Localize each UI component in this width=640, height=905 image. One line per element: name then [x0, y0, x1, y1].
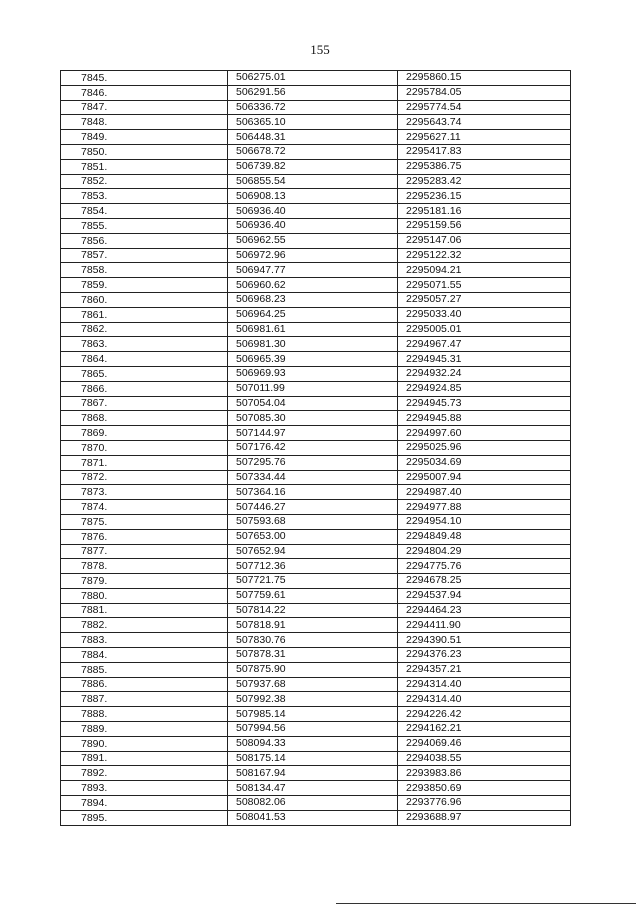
table-row: [61, 736, 571, 751]
northing-cell: 2295034.69: [398, 455, 571, 470]
easting-cell: 506969.93: [228, 366, 398, 381]
easting-cell: 507652.94: [228, 544, 398, 559]
point-number-cell: 7872.: [61, 470, 228, 485]
table-row: [61, 574, 571, 589]
table-row: [61, 278, 571, 293]
northing-cell: 2293850.69: [398, 781, 571, 796]
point-number-cell: 7888.: [61, 707, 228, 722]
northing-cell: 2295774.54: [398, 100, 571, 115]
northing-cell: 2294069.46: [398, 736, 571, 751]
easting-cell: 507878.31: [228, 648, 398, 663]
easting-cell: 507937.68: [228, 677, 398, 692]
easting-cell: 507593.68: [228, 514, 398, 529]
northing-cell: 2293776.96: [398, 796, 571, 811]
northing-cell: 2295057.27: [398, 292, 571, 307]
northing-cell: 2294945.73: [398, 396, 571, 411]
table-row: [61, 529, 571, 544]
point-number-cell: 7866.: [61, 381, 228, 396]
point-number-cell: 7860.: [61, 292, 228, 307]
table-row: [61, 618, 571, 633]
easting-cell: 507085.30: [228, 411, 398, 426]
point-number-cell: 7862.: [61, 322, 228, 337]
easting-cell: 506936.40: [228, 218, 398, 233]
northing-cell: 2294314.40: [398, 677, 571, 692]
table-row: [61, 588, 571, 603]
point-number-cell: 7850.: [61, 144, 228, 159]
easting-cell: 507712.36: [228, 559, 398, 574]
easting-cell: 506739.82: [228, 159, 398, 174]
point-number-cell: 7855.: [61, 218, 228, 233]
northing-cell: 2295181.16: [398, 204, 571, 219]
easting-cell: 506291.56: [228, 85, 398, 100]
easting-cell: 507818.91: [228, 618, 398, 633]
table-row: [61, 322, 571, 337]
table-row: [61, 455, 571, 470]
point-number-cell: 7895.: [61, 810, 228, 825]
table-row: [61, 144, 571, 159]
northing-cell: 2295122.32: [398, 248, 571, 263]
point-number-cell: 7857.: [61, 248, 228, 263]
easting-cell: 506981.61: [228, 322, 398, 337]
northing-cell: 2294537.94: [398, 588, 571, 603]
northing-cell: 2294411.90: [398, 618, 571, 633]
easting-cell: 507653.00: [228, 529, 398, 544]
point-number-cell: 7873.: [61, 485, 228, 500]
point-number-cell: 7882.: [61, 618, 228, 633]
northing-cell: 2294977.88: [398, 500, 571, 515]
table-row: [61, 71, 571, 86]
easting-cell: 507994.56: [228, 722, 398, 737]
table-row: [61, 751, 571, 766]
table-row: [61, 440, 571, 455]
point-number-cell: 7871.: [61, 455, 228, 470]
table-row: [61, 796, 571, 811]
point-number-cell: 7863.: [61, 337, 228, 352]
northing-cell: 2294464.23: [398, 603, 571, 618]
northing-cell: 2295386.75: [398, 159, 571, 174]
easting-cell: 507176.42: [228, 440, 398, 455]
table-row: [61, 263, 571, 278]
northing-cell: 2295071.55: [398, 278, 571, 293]
table-row: [61, 396, 571, 411]
northing-cell: 2294357.21: [398, 662, 571, 677]
easting-cell: 506972.96: [228, 248, 398, 263]
easting-cell: 507759.61: [228, 588, 398, 603]
table-row: [61, 485, 571, 500]
table-row: [61, 722, 571, 737]
page-number: 155: [310, 42, 330, 57]
point-number-cell: 7885.: [61, 662, 228, 677]
point-number-cell: 7864.: [61, 352, 228, 367]
easting-cell: 507875.90: [228, 662, 398, 677]
point-number-cell: 7880.: [61, 588, 228, 603]
table-row: [61, 633, 571, 648]
easting-cell: 508167.94: [228, 766, 398, 781]
point-number-cell: 7870.: [61, 440, 228, 455]
easting-cell: 506908.13: [228, 189, 398, 204]
northing-cell: 2293983.86: [398, 766, 571, 781]
point-number-cell: 7890.: [61, 736, 228, 751]
point-number-cell: 7845.: [61, 71, 228, 86]
table-row: [61, 307, 571, 322]
point-number-cell: 7851.: [61, 159, 228, 174]
point-number-cell: 7846.: [61, 85, 228, 100]
point-number-cell: 7858.: [61, 263, 228, 278]
easting-cell: 507721.75: [228, 574, 398, 589]
easting-cell: 506947.77: [228, 263, 398, 278]
point-number-cell: 7865.: [61, 366, 228, 381]
table-row: [61, 381, 571, 396]
northing-cell: 2294390.51: [398, 633, 571, 648]
northing-cell: 2295007.94: [398, 470, 571, 485]
table-row: [61, 426, 571, 441]
table-row: [61, 766, 571, 781]
point-number-cell: 7886.: [61, 677, 228, 692]
northing-cell: 2295094.21: [398, 263, 571, 278]
table-row: [61, 603, 571, 618]
point-number-cell: 7856.: [61, 233, 228, 248]
easting-cell: 507992.38: [228, 692, 398, 707]
table-row: [61, 470, 571, 485]
table-row: [61, 544, 571, 559]
table-row: [61, 100, 571, 115]
easting-cell: 506965.39: [228, 352, 398, 367]
table-row: [61, 500, 571, 515]
northing-cell: 2294932.24: [398, 366, 571, 381]
point-number-cell: 7893.: [61, 781, 228, 796]
northing-cell: 2293688.97: [398, 810, 571, 825]
point-number-cell: 7876.: [61, 529, 228, 544]
point-number-cell: 7861.: [61, 307, 228, 322]
point-number-cell: 7877.: [61, 544, 228, 559]
northing-cell: 2294945.31: [398, 352, 571, 367]
table-row: [61, 810, 571, 825]
point-number-cell: 7878.: [61, 559, 228, 574]
table-row: [61, 337, 571, 352]
table-row: [61, 352, 571, 367]
easting-cell: 507985.14: [228, 707, 398, 722]
easting-cell: 506365.10: [228, 115, 398, 130]
easting-cell: 506448.31: [228, 130, 398, 145]
northing-cell: 2294997.60: [398, 426, 571, 441]
point-number-cell: 7848.: [61, 115, 228, 130]
easting-cell: 508094.33: [228, 736, 398, 751]
northing-cell: 2295417.83: [398, 144, 571, 159]
easting-cell: 506678.72: [228, 144, 398, 159]
northing-cell: 2294678.25: [398, 574, 571, 589]
northing-cell: 2295283.42: [398, 174, 571, 189]
northing-cell: 2295033.40: [398, 307, 571, 322]
table-row: [61, 662, 571, 677]
point-number-cell: 7874.: [61, 500, 228, 515]
northing-cell: 2295025.96: [398, 440, 571, 455]
easting-cell: 507011.99: [228, 381, 398, 396]
northing-cell: 2295643.74: [398, 115, 571, 130]
northing-cell: 2294775.76: [398, 559, 571, 574]
point-number-cell: 7879.: [61, 574, 228, 589]
table-row: [61, 514, 571, 529]
easting-cell: 506855.54: [228, 174, 398, 189]
easting-cell: 506962.55: [228, 233, 398, 248]
northing-cell: 2295236.15: [398, 189, 571, 204]
table-row: [61, 366, 571, 381]
point-number-cell: 7849.: [61, 130, 228, 145]
easting-cell: 506336.72: [228, 100, 398, 115]
point-number-cell: 7881.: [61, 603, 228, 618]
northing-cell: 2294162.21: [398, 722, 571, 737]
point-number-cell: 7868.: [61, 411, 228, 426]
easting-cell: 506981.30: [228, 337, 398, 352]
table-body: [61, 71, 571, 826]
easting-cell: 506936.40: [228, 204, 398, 219]
point-number-cell: 7847.: [61, 100, 228, 115]
easting-cell: 507830.76: [228, 633, 398, 648]
northing-cell: 2295005.01: [398, 322, 571, 337]
point-number-cell: 7891.: [61, 751, 228, 766]
point-number-cell: 7894.: [61, 796, 228, 811]
point-number-cell: 7889.: [61, 722, 228, 737]
table-row: [61, 174, 571, 189]
coordinate-table: [60, 70, 571, 826]
table-row: [61, 233, 571, 248]
easting-cell: 507144.97: [228, 426, 398, 441]
table-row: [61, 218, 571, 233]
table-row: [61, 115, 571, 130]
easting-cell: 507446.27: [228, 500, 398, 515]
northing-cell: 2295860.15: [398, 71, 571, 86]
easting-cell: 507814.22: [228, 603, 398, 618]
point-number-cell: 7884.: [61, 648, 228, 663]
table-row: [61, 159, 571, 174]
table-row: [61, 559, 571, 574]
easting-cell: 506964.25: [228, 307, 398, 322]
table-row: [61, 248, 571, 263]
table-row: [61, 130, 571, 145]
easting-cell: 507334.44: [228, 470, 398, 485]
point-number-cell: 7875.: [61, 514, 228, 529]
table-row: [61, 292, 571, 307]
northing-cell: 2295159.56: [398, 218, 571, 233]
northing-cell: 2294945.88: [398, 411, 571, 426]
easting-cell: 506968.23: [228, 292, 398, 307]
table-row: [61, 648, 571, 663]
easting-cell: 507054.04: [228, 396, 398, 411]
table-row: [61, 204, 571, 219]
easting-cell: 506960.62: [228, 278, 398, 293]
northing-cell: 2295784.05: [398, 85, 571, 100]
point-number-cell: 7869.: [61, 426, 228, 441]
point-number-cell: 7852.: [61, 174, 228, 189]
point-number-cell: 7892.: [61, 766, 228, 781]
point-number-cell: 7867.: [61, 396, 228, 411]
table-row: [61, 781, 571, 796]
northing-cell: 2294924.85: [398, 381, 571, 396]
page-bottom-rule: [336, 903, 636, 904]
northing-cell: 2294954.10: [398, 514, 571, 529]
easting-cell: 506275.01: [228, 71, 398, 86]
northing-cell: 2294226.42: [398, 707, 571, 722]
easting-cell: 508175.14: [228, 751, 398, 766]
easting-cell: 508134.47: [228, 781, 398, 796]
northing-cell: 2294038.55: [398, 751, 571, 766]
northing-cell: 2294967.47: [398, 337, 571, 352]
easting-cell: 508082.06: [228, 796, 398, 811]
northing-cell: 2294314.40: [398, 692, 571, 707]
table-row: [61, 707, 571, 722]
table-row: [61, 692, 571, 707]
northing-cell: 2294849.48: [398, 529, 571, 544]
point-number-cell: 7883.: [61, 633, 228, 648]
table-row: [61, 411, 571, 426]
point-number-cell: 7853.: [61, 189, 228, 204]
northing-cell: 2294376.23: [398, 648, 571, 663]
easting-cell: 507295.76: [228, 455, 398, 470]
table-row: [61, 677, 571, 692]
point-number-cell: 7854.: [61, 204, 228, 219]
northing-cell: 2295627.11: [398, 130, 571, 145]
point-number-cell: 7859.: [61, 278, 228, 293]
point-number-cell: 7887.: [61, 692, 228, 707]
table-row: [61, 85, 571, 100]
northing-cell: 2294987.40: [398, 485, 571, 500]
table-row: [61, 189, 571, 204]
northing-cell: 2294804.29: [398, 544, 571, 559]
northing-cell: 2295147.06: [398, 233, 571, 248]
easting-cell: 508041.53: [228, 810, 398, 825]
easting-cell: 507364.16: [228, 485, 398, 500]
